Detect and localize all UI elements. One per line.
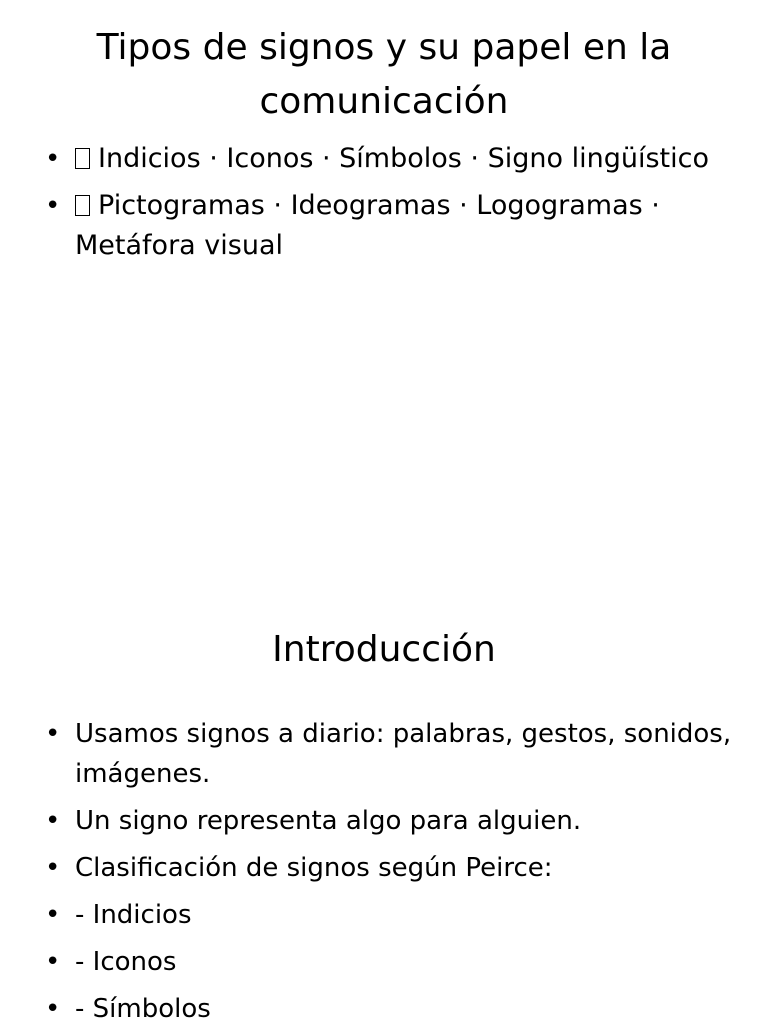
bullet-icon: •: [45, 806, 61, 836]
slide-title: Introducción: [272, 629, 496, 670]
bullet-icon: •: [45, 947, 61, 977]
bullet-icon: •: [45, 144, 61, 174]
bullet-icon: •: [45, 191, 61, 221]
list-item: [0, 186, 768, 266]
slide-title: Tipos de signos y su papel en la comunicación: [96, 27, 672, 122]
missing-glyph-icon: [75, 195, 90, 216]
bullet-text: - Símbolos: [75, 994, 211, 1024]
bullet-text: Usamos signos a diario: palabras, gestos, sonidos, imágenes.: [75, 719, 732, 789]
list-item: [0, 714, 768, 794]
bullet-text: Indicios · Iconos · Símbolos · Signo lingüístico: [98, 143, 709, 174]
bullet-text: Un signo representa algo para alguien.: [75, 806, 582, 836]
bullet-icon: •: [45, 900, 61, 930]
bullet-list: [0, 139, 768, 273]
bullet-list: [0, 714, 768, 1036]
bullet-icon: •: [45, 994, 61, 1024]
slide-2: [0, 580, 768, 1024]
list-item: [0, 895, 768, 935]
bullet-icon: •: [45, 853, 61, 883]
bullet-text: Clasificación de signos según Peirce:: [75, 853, 553, 883]
bullet-text: - Iconos: [75, 947, 177, 977]
bullet-text: - Indicios: [75, 900, 192, 930]
list-item: [0, 801, 768, 841]
list-item: [0, 942, 768, 982]
bullet-icon: •: [45, 719, 61, 749]
bullet-text: Pictogramas · Ideogramas · Logogramas · Metáfora visual: [75, 190, 660, 261]
missing-glyph-icon: [75, 148, 90, 169]
list-item: [0, 848, 768, 888]
list-item: [0, 989, 768, 1029]
list-item: [0, 139, 768, 179]
